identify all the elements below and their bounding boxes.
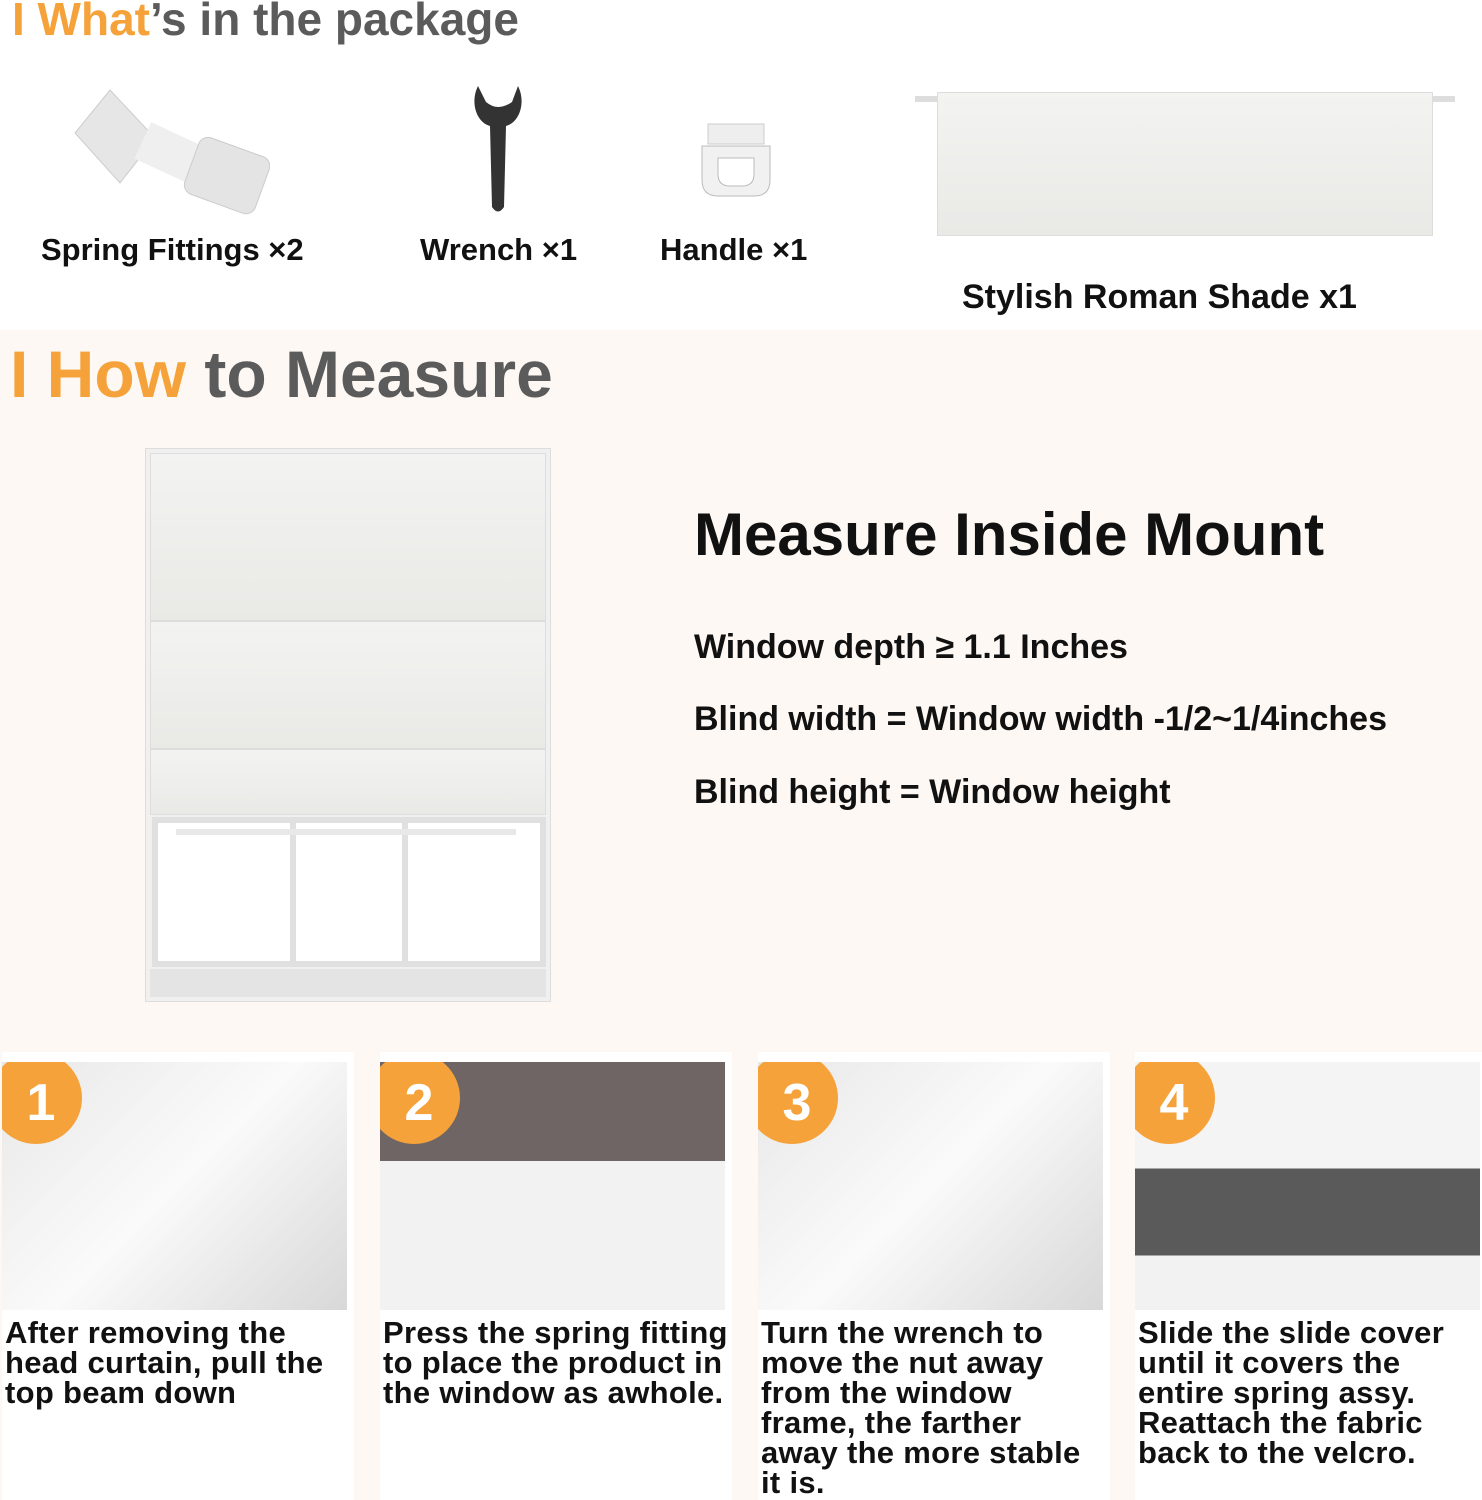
step-text: Slide the slide cover until it covers the entire spring assy. Reattach the fabric back to the velcro. (1138, 1315, 1445, 1470)
step-number: 2 (380, 1062, 460, 1144)
item-label: Handle ×1 (660, 232, 808, 267)
item-label: Stylish Roman Shade x1 (962, 278, 1357, 316)
roman-shade-icon (915, 92, 1455, 238)
wrench-icon (470, 82, 526, 216)
measure-rule: Blind width = Window width -1/2~1/4inches (694, 700, 1387, 738)
step-1 (2, 1052, 354, 1500)
spring-fitting-icon (70, 88, 270, 218)
step-text: Press the spring fitting to place the product in the window as awhole. (383, 1315, 728, 1410)
step-2 (380, 1052, 732, 1500)
step-photo (758, 1062, 1103, 1310)
step-text: After removing the head curtain, pull the top beam down (5, 1315, 324, 1410)
step-4 (1135, 1052, 1482, 1500)
handle-icon (700, 122, 772, 198)
step-3 (758, 1052, 1110, 1500)
package-heading: I What’s in the package (12, 0, 519, 45)
step-photo (2, 1062, 347, 1310)
step-number: 3 (758, 1062, 838, 1144)
measure-heading: I How to Measure (10, 337, 553, 411)
step-text: Turn the wrench to move the nut away from the window frame, the farther away the more stable it is. (761, 1315, 1081, 1500)
item-label: Wrench ×1 (420, 232, 578, 267)
step-photo (1135, 1062, 1480, 1310)
step-number: 1 (2, 1062, 82, 1144)
step-number: 4 (1135, 1062, 1215, 1144)
window-shade-illustration (145, 448, 551, 1002)
item-label: Spring Fittings ×2 (41, 232, 304, 267)
measure-rule: Window depth ≥ 1.1 Inches (694, 628, 1128, 666)
step-photo (380, 1062, 725, 1310)
measure-rule: Blind height = Window height (694, 773, 1171, 811)
measure-subtitle: Measure Inside Mount (694, 501, 1325, 568)
